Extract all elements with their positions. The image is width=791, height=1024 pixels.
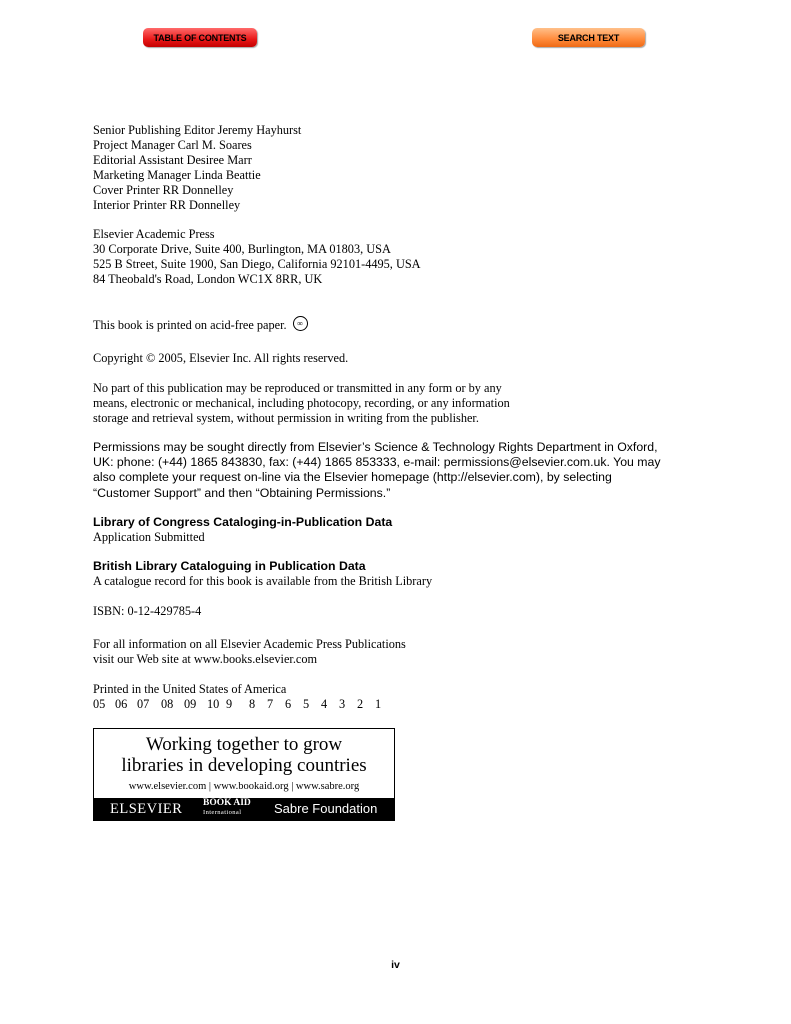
credit-line: Marketing Manager Linda Beattie [93, 168, 261, 182]
credit-line: Senior Publishing Editor Jeremy Hayhurst [93, 123, 302, 137]
rights-line: No part of this publication may be reproduced or transmitted in any form or by any [93, 381, 502, 395]
printed-block [93, 682, 385, 712]
printed-in: Printed in the United States of America [93, 682, 287, 696]
info-line: visit our Web site at www.books.elsevier.com [93, 652, 318, 666]
rights-notice [93, 381, 510, 426]
info-line: For all information on all Elsevier Academic Press Publications [93, 637, 406, 651]
book-aid-logo [203, 799, 251, 817]
bl-cataloguing [93, 559, 432, 589]
print-number: 8 [249, 697, 256, 711]
book-aid-title-line: Working together to grow [145, 734, 343, 755]
publisher-line: Elsevier Academic Press [93, 227, 215, 241]
elsevier-logo: ELSEVIER [110, 801, 183, 817]
credit-line: Interior Printer RR Donnelley [93, 198, 241, 212]
print-number: 6 [285, 697, 292, 711]
print-number: 4 [321, 697, 328, 711]
print-number: 5 [303, 697, 310, 711]
credit-line: Project Manager Carl M. Soares [93, 138, 252, 152]
publisher-line: 84 Theobald's Road, London WC1X 8RR, UK [93, 272, 323, 286]
print-number: 08 [161, 697, 174, 711]
permissions-line: Permissions may be sought directly from Elsevier’s Science & Technology Rights Department in Oxford, [93, 440, 658, 454]
book-aid-title [94, 734, 394, 776]
rights-line: means, electronic or mechanical, including photocopy, recording, or any information [93, 396, 510, 410]
book-aid-logo-text: BOOK AID [203, 798, 251, 808]
print-number: 07 [137, 697, 150, 711]
book-aid-logo-subtext: International [203, 809, 242, 816]
bl-text: A catalogue record for this book is available from the British Library [93, 574, 433, 589]
permissions-line: “Customer Support” and then “Obtaining Permissions.” [93, 485, 391, 500]
print-number: 1 [375, 697, 382, 711]
print-number: 06 [115, 697, 128, 711]
print-number: 3 [339, 697, 346, 711]
publisher-line: 525 B Street, Suite 1900, San Diego, California 92101-4495, USA [93, 257, 421, 271]
book-aid-logo-bar [94, 798, 394, 820]
loc-heading: Library of Congress Cataloging-in-Publication Data [93, 515, 393, 529]
info-block [93, 637, 406, 667]
publisher-line: 30 Corporate Drive, Suite 400, Burlington, MA 01803, USA [93, 242, 391, 256]
acid-free-paper-icon: ∞ [293, 316, 308, 331]
print-number: 7 [267, 697, 274, 711]
sabre-foundation-logo: Sabre Foundation [274, 801, 378, 816]
publisher-address-block [93, 227, 421, 287]
isbn: ISBN: 0-12-429785-4 [93, 604, 202, 618]
print-number: 2 [357, 697, 364, 711]
print-number: 05 [93, 697, 106, 711]
book-aid-title-line: libraries in developing countries [121, 755, 367, 776]
search-text-button[interactable]: SEARCH TEXT [532, 28, 645, 47]
table-of-contents-button[interactable]: TABLE OF CONTENTS [143, 28, 257, 47]
credit-line: Cover Printer RR Donnelley [93, 183, 234, 197]
book-aid-banner [93, 728, 395, 821]
copyright-line: Copyright © 2005, Elsevier Inc. All rights reserved. [93, 351, 349, 365]
credits-block [93, 123, 301, 213]
print-number: 9 [226, 697, 233, 711]
book-aid-urls: www.elsevier.com | www.bookaid.org | www.sabre.org [128, 781, 360, 792]
acid-free-note [93, 318, 308, 334]
loc-cataloging [93, 515, 392, 545]
print-number: 10 [207, 697, 220, 711]
loc-text: Application Submitted [93, 530, 205, 545]
acid-free-text: This book is printed on acid-free paper. [93, 318, 287, 332]
print-number: 09 [184, 697, 197, 711]
page-number: iv [391, 959, 400, 971]
permissions-line: UK: phone: (+44) 1865 843830, fax: (+44) 1865 853333, e-mail: permissions@elsevier.com.uk. You may [93, 455, 661, 470]
bl-heading: British Library Cataloguing in Publication Data [93, 559, 366, 573]
credit-line: Editorial Assistant Desiree Marr [93, 153, 252, 167]
print-line-numbers [93, 697, 385, 712]
permissions-line: also complete your request on-line via the Elsevier homepage (http://elsevier.com), by selecting [93, 470, 612, 485]
permissions-paragraph [93, 440, 661, 501]
rights-line: storage and retrieval system, without permission in writing from the publisher. [93, 411, 479, 425]
